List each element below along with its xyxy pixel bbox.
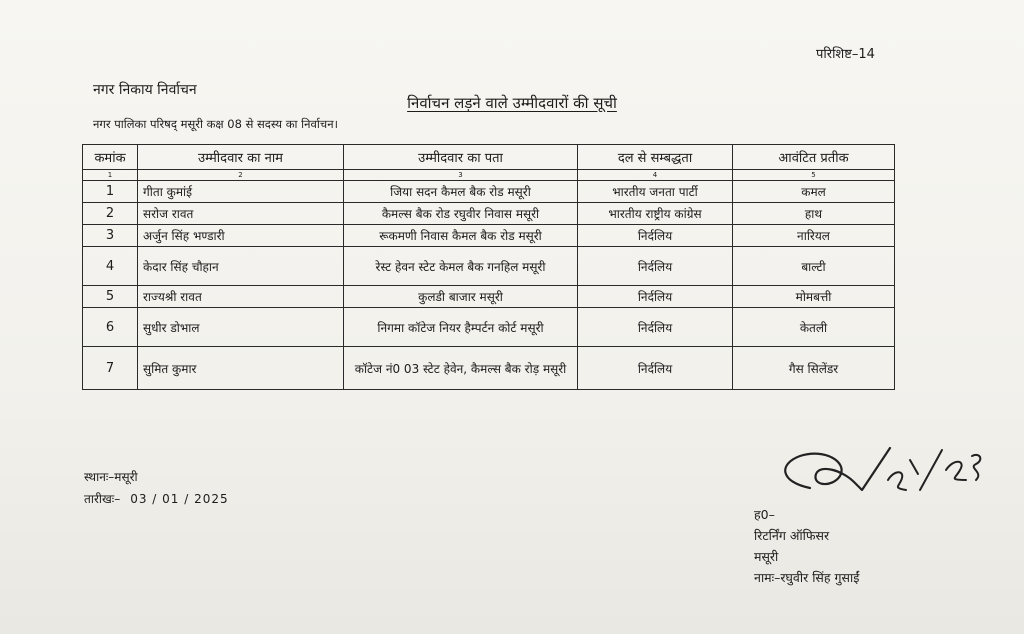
column-header-party: दल से सम्बद्धता [578,145,733,170]
party-cell: भारतीय जनता पार्टी [578,181,733,203]
candidate-address-cell: कॉटेज नं0 03 स्टेट हेवेन, कैमल्स बैक रोड़ मसूरी [344,347,578,390]
candidate-name-cell: सुमित कुमार [138,347,344,390]
candidate-address-cell: रूकमणी निवास कैमल बैक रोड मसूरी [344,225,578,247]
signed-label: ह0– [754,507,775,522]
serial-cell: 5 [83,286,138,308]
date-label: तारीखः– [84,492,121,506]
appendix-number: परिशिष्ट–14 [816,47,875,62]
candidate-address-cell: रेस्ट हेवन स्टेट केमल बैक गनहिल मसूरी [344,247,578,286]
serial-cell: 4 [83,247,138,286]
column-number-row [83,170,895,181]
organization-heading: नगर निकाय निर्वाचन [93,82,197,98]
symbol-cell: केतली [733,308,895,347]
party-cell: निर्दलिय [578,247,733,286]
date-line [84,490,229,507]
date-value: 03 / 01 / 2025 [130,492,229,506]
table-row [83,308,895,347]
document-subtitle: नगर पालिका परिषद् मसूरी कक्ष 08 से सदस्य का निर्वाचन। [93,117,338,131]
candidate-name-cell: सरोज रावत [138,203,344,225]
place-line: स्थानः–मसूरी [84,470,138,484]
symbol-cell: कमल [733,181,895,203]
column-number: 1 [83,170,138,181]
document-title: निर्वाचन लड़ने वाले उम्मीदवारों की सूची [407,94,617,112]
table-row [83,247,895,286]
serial-cell: 3 [83,225,138,247]
column-number: 5 [733,170,895,181]
candidate-name-cell: गीता कुमांई [138,181,344,203]
column-header-serial: कमांक [83,145,138,170]
candidate-address-cell: जिया सदन कैमल बैक रोड मसूरी [344,181,578,203]
candidate-address-cell: कुलडी बाजार मसूरी [344,286,578,308]
party-cell: निर्दलिय [578,225,733,247]
table-row [83,225,895,247]
party-cell: निर्दलिय [578,347,733,390]
officer-name: नामः–रघुवीर सिंह गुसाईं [754,570,860,585]
symbol-cell: नारियल [733,225,895,247]
party-cell: निर्दलिय [578,308,733,347]
column-number: 2 [138,170,344,181]
officer-place: मसूरी [754,549,779,564]
candidate-address-cell: कैमल्स बैक रोड रघुवीर निवास मसूरी [344,203,578,225]
column-header-address: उम्मीदवार का पता [344,145,578,170]
party-cell: भारतीय राष्ट्रीय कांग्रेस [578,203,733,225]
officer-title: रिटर्निंग ऑफिसर [754,528,830,543]
table-row [83,286,895,308]
candidate-name-cell: सुधीर डोभाल [138,308,344,347]
candidate-address-cell: निगमा कॉटेज नियर हैम्पर्टन कोर्ट मसूरी [344,308,578,347]
column-number: 4 [578,170,733,181]
symbol-cell: गैस सिलेंडर [733,347,895,390]
officer-signature-block [754,504,859,588]
column-header-name: उम्मीदवार का नाम [138,145,344,170]
serial-cell: 7 [83,347,138,390]
serial-cell: 1 [83,181,138,203]
table-row [83,181,895,203]
candidate-name-cell: केदार सिंह चौहान [138,247,344,286]
serial-cell: 2 [83,203,138,225]
party-cell: निर्दलिय [578,286,733,308]
candidates-table [82,144,895,390]
symbol-cell: बाल्टी [733,247,895,286]
symbol-cell: मोमबत्ती [733,286,895,308]
table-row [83,347,895,390]
candidate-name-cell: राज्यश्री रावत [138,286,344,308]
symbol-cell: हाथ [733,203,895,225]
serial-cell: 6 [83,308,138,347]
handwritten-signature [770,430,1000,510]
column-number: 3 [344,170,578,181]
table-header-row [83,145,895,170]
column-header-symbol: आवंटित प्रतीक [733,145,895,170]
candidate-name-cell: अर्जुन सिंह भण्डारी [138,225,344,247]
table-row [83,203,895,225]
